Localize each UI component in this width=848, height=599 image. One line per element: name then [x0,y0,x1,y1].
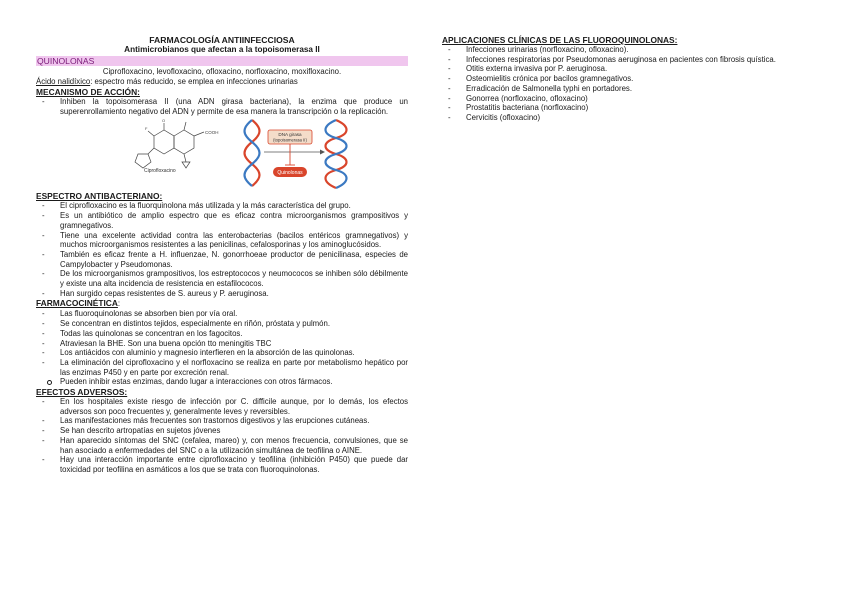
list-item: - Los antiácidos con aluminio y magnesio interfieren en la absorción de las quinolonas. [36,348,408,358]
list-item: - Han aparecido síntomas del SNC (cefalea, mareo) y, con menos frecuencia, convulsiones, que se han asociado a enfermedades del SNC o a la utilización simultánea de teofilina o AINE. [36,436,408,455]
pharmacokinetics-heading-colon: : [117,299,121,309]
pharmacokinetics-list [36,309,408,377]
list-item: - Hay una interacción importante entre ciprofloxacino y teofilina (inhibición P450) que puede dar toxicidad por teofilina en asmáticos a los que se trata con fluoroquinolonas. [36,455,408,474]
spectrum-list [36,201,408,298]
enzyme-label-1: DNA girasa [278,132,302,138]
pharmacokinetics-heading: FARMACOCINÉTICA [36,298,118,309]
document-subtitle: Antimicrobianos que afectan a la topoisomerasa II [124,45,320,54]
pharmacokinetics-sublist [36,377,408,387]
list-item: - Erradicación de Salmonella typhi en portadores. [442,84,814,94]
nalidixic-acid-term: Ácido nalidíxico [36,77,91,86]
list-item: - Es un antibiótico de amplio espectro que es eficaz contra microorganismos grampositivos y gramnegativos. [36,211,408,230]
document-title: FARMACOLOGÍA ANTIINFECCIOSA [149,35,295,45]
list-item: - De los microorganismos grampositivos, los estreptococos y neumococos se inhiben sólo débilmente y existe una alta incidencia de resistencia en estafilococos. [36,269,408,288]
drug-label: Quinolonas [277,170,303,177]
svg-text:COOH: COOH [205,130,219,136]
list-item: - Han surgido cepas resistentes de S. aureus y P. aeruginosa. [36,289,408,299]
list-item: - Osteomielitis crónica por bacilos gramnegativos. [442,74,814,84]
list-item: - Infecciones urinarias (norfloxacino, ofloxacino). [442,45,814,55]
list-item: - Todas las quinolonas se concentran en los fagocitos. [36,329,408,339]
mechanism-figure [36,118,408,190]
list-item: - Infecciones respiratorias por Pseudomonas aeruginosa en pacientes con fibrosis quística. [442,55,814,65]
list-item: - Cervicitis (ofloxacino) [442,113,814,123]
clinical-applications-heading: APLICACIONES CLÍNICAS DE LAS FLUOROQUINOLONAS: [442,35,678,45]
nalidixic-acid-text: : espectro más reducido, se emplea en infecciones urinarias [90,77,298,86]
list-item: - La eliminación del ciprofloxacino y el norfloxacino se realiza en parte por metabolismo hepático por las enzimas P450 y en parte por excreción renal. [36,358,408,377]
dna-helix-left-icon [245,120,260,186]
arrow-head-icon [320,150,325,155]
spectrum-heading: ESPECTRO ANTIBACTERIANO: [36,191,163,202]
enzyme-label-2: (topoisomerasa II) [273,137,307,143]
mechanism-heading: MECANISMO DE ACCIÓN: [36,87,140,97]
nalidixic-acid-note [36,77,408,87]
pharmacokinetics-heading-row [36,298,408,309]
molecule-label: Ciprofloxacino [144,168,176,175]
list-item: - Tiene una excelente actividad contra las enterobacterias (bacilos entéricos gramnegativos) y muchos microorganismos resistentes a las penicilinas, cefalosporinas y los aminoglucósidos. [36,231,408,250]
svg-text:O: O [162,118,166,124]
list-item: - Las fluoroquinolonas se absorben bien por vía oral. [36,309,408,319]
list-item: - Gonorrea (norfloxacino, ofloxacino) [442,94,814,104]
list-item: - Las manifestaciones más frecuentes son trastornos digestivos y las erupciones cutáneas. [36,416,408,426]
section-band-quinolonas: QUINOLONAS [36,56,408,66]
list-item: - Atraviesan la BHE. Son una buena opción tto meningitis TBC [36,339,408,349]
list-item: - Se han descrito artropatías en sujetos jóvenes [36,426,408,436]
list-item: Pueden inhibir estas enzimas, dando lugar a interacciones con otros fármacos. [36,377,408,387]
mechanism-list [36,97,408,116]
list-item: - En los hospitales existe riesgo de infección por C. difficile aunque, por lo demás, los efectos adversos son poco frecuentes y, generalmente leves y reversibles. [36,397,408,416]
list-item: - Inhiben la topoisomerasa II (una ADN girasa bacteriana), la enzima que produce un superenrollamiento negativo del ADN y permite de esa manera la transcripción o la replicación. [36,97,408,116]
clinical-applications-list [442,45,814,123]
dna-gyrase-diagram [124,118,354,190]
list-item: - También es eficaz frente a H. influenzae, N. gonorrhoeae productor de penicilinasa, especies de Campylobacter y Pseudomonas. [36,250,408,269]
drug-list-line: Ciprofloxacino, levofloxacino, ofloxacino, norfloxacino, moxifloxacino. [102,67,342,76]
adverse-effects-list [36,397,408,475]
list-item: - El ciprofloxacino es la fluorquinolona más utilizada y la más característica del grupo. [36,201,408,211]
left-column [36,35,408,475]
right-column [442,35,814,123]
dna-supercoil-right-icon [326,120,347,188]
adverse-effects-heading: EFECTOS ADVERSOS: [36,387,128,398]
list-item: - Prostatitis bacteriana (norfloxacino) [442,103,814,113]
list-item: - Se concentran en distintos tejidos, especialmente en riñón, próstata y pulmón. [36,319,408,329]
svg-text:F: F [145,126,148,132]
list-item: - Otitis externa invasiva por P. aeruginosa. [442,64,814,74]
